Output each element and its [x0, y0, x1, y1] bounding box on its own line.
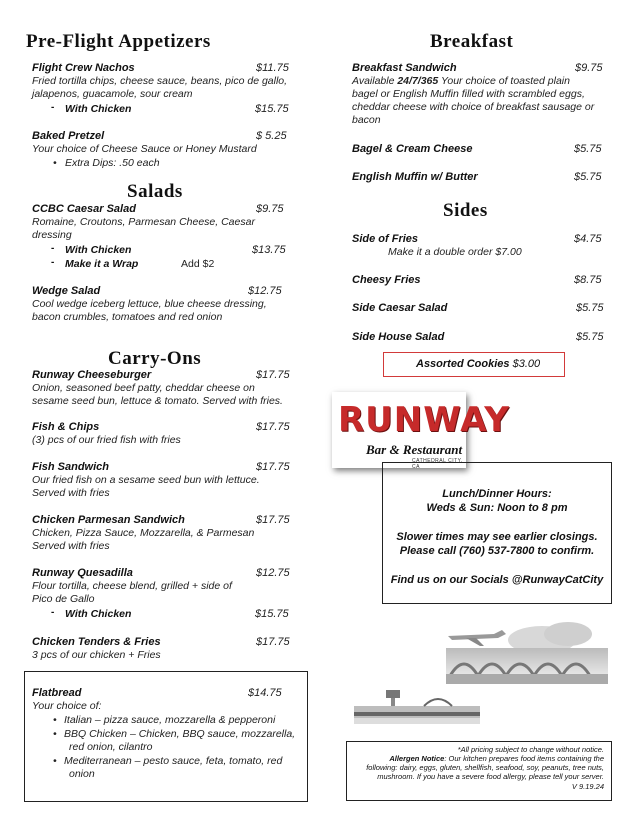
- flatbread-name: Flatbread: [32, 687, 82, 699]
- dash-bullet: -: [51, 102, 55, 113]
- fishsandwich-price: $17.75: [256, 461, 290, 473]
- fries-note: Make it a double order $7.00: [388, 246, 522, 258]
- hours-line-4: Please call (760) 537-7800 to confirm.: [399, 545, 595, 557]
- nachos-desc-1: Fried tortilla chips, cheese sauce, beans, pico de gallo,: [32, 75, 288, 87]
- hours-socials: Find us on our Socials @RunwayCatCity: [390, 574, 604, 586]
- fishsandwich-name: Fish Sandwich: [32, 461, 110, 473]
- nachos-price: $11.75: [256, 62, 289, 74]
- bsandwich-desc-rest: Your choice of toasted plain: [438, 75, 570, 87]
- caesar-desc-2: dressing: [32, 229, 72, 241]
- nachos-name: Flight Crew Nachos: [32, 62, 135, 74]
- hours-line-2: Weds & Sun: Noon to 8 pm: [426, 502, 568, 514]
- appetizers-title: Pre-Flight Appetizers: [26, 31, 211, 52]
- allergen-line-2: [350, 754, 604, 763]
- muffin-name: English Muffin w/ Butter: [352, 171, 478, 183]
- allergen-line-3: following: dairy, eggs, gluten, shellfish, seafood, soy, peanuts, tree nuts,: [366, 763, 604, 772]
- flatbread-intro: Your choice of:: [32, 700, 102, 712]
- nachos-addon-price: $15.75: [255, 103, 289, 115]
- caesar-addon-1-price: $13.75: [252, 244, 286, 256]
- quesadilla-price: $12.75: [256, 567, 290, 579]
- fishchips-desc: (3) pcs of our fried fish with fries: [32, 434, 181, 446]
- salads-title: Salads: [127, 181, 183, 202]
- allergen-label: Allergen Notice: [389, 754, 445, 763]
- bsandwich-desc-4: bacon: [352, 114, 381, 126]
- control-tower-illustration: [354, 686, 480, 726]
- cheesy-price: $8.75: [574, 274, 602, 286]
- cookies-name: Assorted Cookies: [416, 358, 510, 370]
- bullet-dot-icon: •: [53, 728, 57, 740]
- cheesy-name: Cheesy Fries: [352, 274, 421, 286]
- caesar-desc-1: Romaine, Croutons, Parmesan Cheese, Caesar: [32, 216, 255, 228]
- sides-title: Sides: [443, 200, 488, 221]
- hours-line-3: Slower times may see earlier closings.: [396, 531, 598, 543]
- pretzel-name: Baked Pretzel: [32, 130, 105, 142]
- fishchips-name: Fish & Chips: [32, 421, 100, 433]
- bsandwich-desc-2: bagel or English Muffin filled with scrambled eggs,: [352, 88, 585, 100]
- allergen-text: : Our kitchen prepares food items containing the: [444, 754, 604, 763]
- parm-price: $17.75: [256, 514, 290, 526]
- flatbread-opt-3a: Mediterranean – pesto sauce, feta, tomato, red: [64, 755, 283, 767]
- wedge-price: $12.75: [248, 285, 282, 297]
- bsandwich-desc-1: [352, 75, 570, 88]
- hours-line-1: Lunch/Dinner Hours:: [442, 488, 552, 500]
- parm-desc-2: Served with fries: [32, 540, 110, 552]
- fries-name: Side of Fries: [352, 233, 419, 245]
- airport-terminal-illustration: [446, 612, 608, 688]
- carryons-title: Carry-Ons: [108, 348, 202, 369]
- parm-name: Chicken Parmesan Sandwich: [32, 514, 185, 526]
- bsandwich-price: $9.75: [575, 62, 603, 74]
- flatbread-price: $14.75: [248, 687, 282, 699]
- cheeseburger-desc-2: sesame seed bun, lettuce & tomato. Served with fries.: [32, 395, 283, 407]
- side-caesar-name: Side Caesar Salad: [352, 302, 448, 314]
- wedge-desc-2: bacon crumbles, tomatoes and red onion: [32, 311, 223, 323]
- cheeseburger-desc-1: Onion, seasoned beef patty, cheddar cheese on: [32, 382, 255, 394]
- bagel-price: $5.75: [574, 143, 602, 155]
- flatbread-opt-2a: BBQ Chicken – Chicken, BBQ sauce, mozzarella,: [64, 728, 296, 740]
- wedge-name: Wedge Salad: [32, 285, 101, 297]
- nachos-addon: With Chicken: [65, 103, 132, 115]
- quesadilla-addon-price: $15.75: [255, 608, 289, 620]
- bsandwich-desc-3: cheddar cheese with choice of breakfast sausage or: [352, 101, 595, 113]
- wedge-desc-1: Cool wedge iceberg lettuce, blue cheese dressing,: [32, 298, 267, 310]
- fries-price: $4.75: [574, 233, 602, 245]
- logo-tag: CATHEDRAL CITY, CA: [412, 458, 463, 470]
- runway-logo: [332, 392, 510, 470]
- flatbread-opt-3b: onion: [69, 768, 95, 780]
- fishsandwich-desc-1: Our fried fish on a sesame seed bun with lettuce.: [32, 474, 260, 486]
- fishsandwich-desc-2: Served with fries: [32, 487, 110, 499]
- quesadilla-desc-1: Flour tortilla, cheese blend, grilled + side of: [32, 580, 232, 592]
- muffin-price: $5.75: [574, 171, 602, 183]
- caesar-addon-1: With Chicken: [65, 244, 132, 256]
- breakfast-title: Breakfast: [430, 31, 514, 52]
- allergen-line-4: mushroom. If you have a severe food allergy, please tell your server.: [377, 772, 604, 781]
- dash-bullet: -: [51, 607, 55, 618]
- version-note: V 9.19.24: [571, 782, 604, 791]
- cheeseburger-price: $17.75: [256, 369, 290, 381]
- caesar-addon-2-price: Add $2: [181, 258, 215, 270]
- nachos-desc-2: jalapenos, guacamole, sour cream: [32, 88, 193, 100]
- tenders-name: Chicken Tenders & Fries: [32, 636, 161, 648]
- pretzel-desc: Your choice of Cheese Sauce or Honey Mustard: [32, 143, 257, 155]
- fishchips-price: $17.75: [256, 421, 290, 433]
- quesadilla-addon: With Chicken: [65, 608, 132, 620]
- dash-bullet: -: [51, 243, 55, 254]
- dash-bullet: -: [51, 257, 55, 268]
- quesadilla-name: Runway Quesadilla: [32, 567, 133, 579]
- pretzel-price: $ 5.25: [256, 130, 287, 142]
- bsandwich-name: Breakfast Sandwich: [352, 62, 457, 74]
- tenders-desc: 3 pcs of our chicken + Fries: [32, 649, 161, 661]
- parm-desc-1: Chicken, Pizza Sauce, Mozzarella, & Parmesan: [32, 527, 255, 539]
- bullet-dot-icon: •: [53, 755, 57, 767]
- bsandwich-hours: 24/7/365: [397, 75, 439, 87]
- bullet-dot-icon: •: [53, 157, 57, 169]
- tenders-price: $17.75: [256, 636, 290, 648]
- side-caesar-price: $5.75: [576, 302, 604, 314]
- side-house-price: $5.75: [576, 331, 604, 343]
- caesar-addon-2: Make it a Wrap: [65, 258, 139, 270]
- flatbread-opt-1: Italian – pizza sauce, mozzarella & pepperoni: [64, 714, 276, 726]
- bagel-name: Bagel & Cream Cheese: [352, 143, 473, 155]
- side-house-name: Side House Salad: [352, 331, 445, 343]
- bsandwich-available: Available: [352, 75, 395, 87]
- logo-sub: Bar & Restaurant: [366, 442, 463, 457]
- cookies-price: $3.00: [512, 358, 541, 370]
- bullet-dot-icon: •: [53, 714, 57, 726]
- cheeseburger-name: Runway Cheeseburger: [32, 369, 152, 381]
- cookies-line: [416, 358, 540, 370]
- pricing-note: *All pricing subject to change without notice.: [457, 745, 604, 754]
- flatbread-opt-2b: red onion, cilantro: [69, 741, 153, 753]
- logo-name: RUNWAY: [338, 400, 510, 440]
- caesar-price: $9.75: [256, 203, 284, 215]
- caesar-name: CCBC Caesar Salad: [32, 203, 136, 215]
- quesadilla-desc-2: Pico de Gallo: [32, 593, 95, 605]
- pretzel-extra: Extra Dips: .50 each: [65, 157, 160, 169]
